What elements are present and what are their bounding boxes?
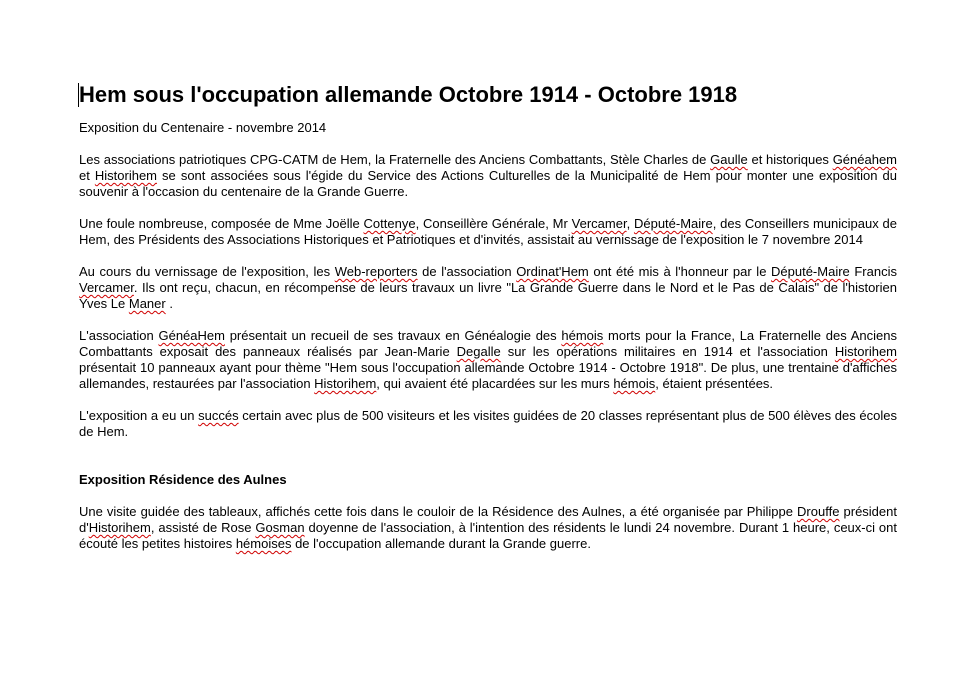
text-run: doyenne de l'association, à l'intention des résidents le lundi 24 novembre. Durant 1 heure, ceux-ci ont écouté les petites histoires: [79, 520, 897, 551]
text-run: , étaient présentées.: [655, 376, 774, 391]
misspelled-word[interactable]: Généahem: [832, 152, 898, 167]
text-run: L'exposition a eu un: [79, 408, 199, 423]
misspelled-word[interactable]: Historihem: [88, 520, 151, 535]
text-run: se sont associées sous l'égide du Service des Actions Culturelles de la Municipalité de Hem pour monter une exposition du souvenir à l'occasion du centenaire de la Grande Guerre.: [79, 168, 897, 199]
text-run: sur les opérations militaires en 1914 et l'association: [500, 344, 835, 359]
misspelled-word[interactable]: Cottenye: [363, 216, 416, 231]
paragraph: [79, 328, 897, 392]
misspelled-word[interactable]: hémoises: [235, 536, 292, 551]
text-run: morts pour la France, La Fraternelle des Anciens Combattants exposait des panneaux réalisés par Jean-Marie: [79, 328, 897, 359]
section-heading: Exposition Résidence des Aulnes: [79, 472, 287, 487]
text-run: Les associations patriotiques CPG-CATM de Hem, la Fraternelle des Anciens Combattants, Stèle Charles de: [79, 152, 711, 167]
text-cursor: [78, 83, 79, 107]
misspelled-word[interactable]: Historihem: [94, 168, 158, 183]
text-run: . Ils ont reçu, chacun, en récompense de leurs travaux un livre "La Grande Guerre dans le Nord et le Pas de Calais" de l'historien Yves Le: [79, 280, 897, 311]
paragraph: [79, 408, 897, 440]
misspelled-word[interactable]: Historihem: [834, 344, 897, 359]
misspelled-word[interactable]: Web-reporters: [334, 264, 418, 279]
misspelled-word[interactable]: Gaulle: [710, 152, 748, 167]
text-run: , Conseillère Générale, Mr: [415, 216, 572, 231]
misspelled-word[interactable]: Drouffe: [797, 504, 840, 519]
misspelled-word[interactable]: succés: [198, 408, 239, 423]
misspelled-word[interactable]: Degalle: [456, 344, 501, 359]
document-title-line[interactable]: [79, 82, 897, 108]
text-run: et historiques: [747, 152, 833, 167]
paragraph: [79, 216, 897, 248]
paragraph: [79, 264, 897, 312]
text-run: , des Conseillers municipaux de Hem, des Présidents des Associations Historiques et Patriotiques et d'invités, assistait au vernissage de l'exposition le 7 novembre 2014: [79, 216, 897, 247]
misspelled-word[interactable]: hémois: [613, 376, 656, 391]
document-subtitle: Exposition du Centenaire - novembre 2014: [79, 120, 327, 135]
misspelled-word[interactable]: Ordinat'Hem: [516, 264, 589, 279]
text-run: ont été mis à l'honneur par le: [588, 264, 772, 279]
text-run: présentait un recueil de ses travaux en Généalogie des: [224, 328, 562, 343]
text-run: président d': [79, 504, 897, 535]
text-run: , assisté de Rose: [150, 520, 256, 535]
text-run: , qui avaient été placardées sur les murs: [376, 376, 614, 391]
paragraph: [79, 152, 897, 200]
misspelled-word[interactable]: Maner: [128, 296, 166, 311]
misspelled-word[interactable]: hémois: [561, 328, 604, 343]
text-run: Francis: [849, 264, 897, 279]
misspelled-word[interactable]: Historihem: [314, 376, 377, 391]
text-run: de l'association: [417, 264, 517, 279]
text-run: certain avec plus de 500 visiteurs et les visites guidées de 20 classes représentant plus de 500 élèves des écoles de Hem.: [79, 408, 897, 439]
text-run: présentait 10 panneaux ayant pour thème "Hem sous l'occupation allemande Octobre 1914 - Octobre 1918". De plus, une trentaine d'affiches allemandes, restaurées par l'association: [79, 360, 897, 391]
section-paragraph: [79, 504, 897, 552]
misspelled-word[interactable]: Vercamer: [79, 280, 134, 295]
misspelled-word[interactable]: Député-Maire: [771, 264, 850, 279]
text-run: .: [165, 296, 173, 311]
text-run: ,: [626, 216, 634, 231]
document-title: Hem sous l'occupation allemande Octobre 1914 - Octobre 1918: [79, 82, 738, 107]
text-run: L'association: [79, 328, 159, 343]
misspelled-word[interactable]: Gosman: [255, 520, 305, 535]
misspelled-word[interactable]: Député-Maire: [633, 216, 713, 231]
document-body[interactable]: [79, 82, 897, 568]
text-run: et: [79, 168, 95, 183]
misspelled-word[interactable]: Vercamer: [571, 216, 627, 231]
text-run: de l'occupation allemande durant la Grande guerre.: [291, 536, 591, 551]
text-run: Une visite guidée des tableaux, affichés cette fois dans le couloir de la Résidence des Aulnes, a été organisée par Philippe: [79, 504, 798, 519]
text-run: Une foule nombreuse, composée de Mme Joëlle: [79, 216, 364, 231]
misspelled-word[interactable]: GénéaHem: [158, 328, 225, 343]
text-run: Au cours du vernissage de l'exposition, les: [79, 264, 335, 279]
